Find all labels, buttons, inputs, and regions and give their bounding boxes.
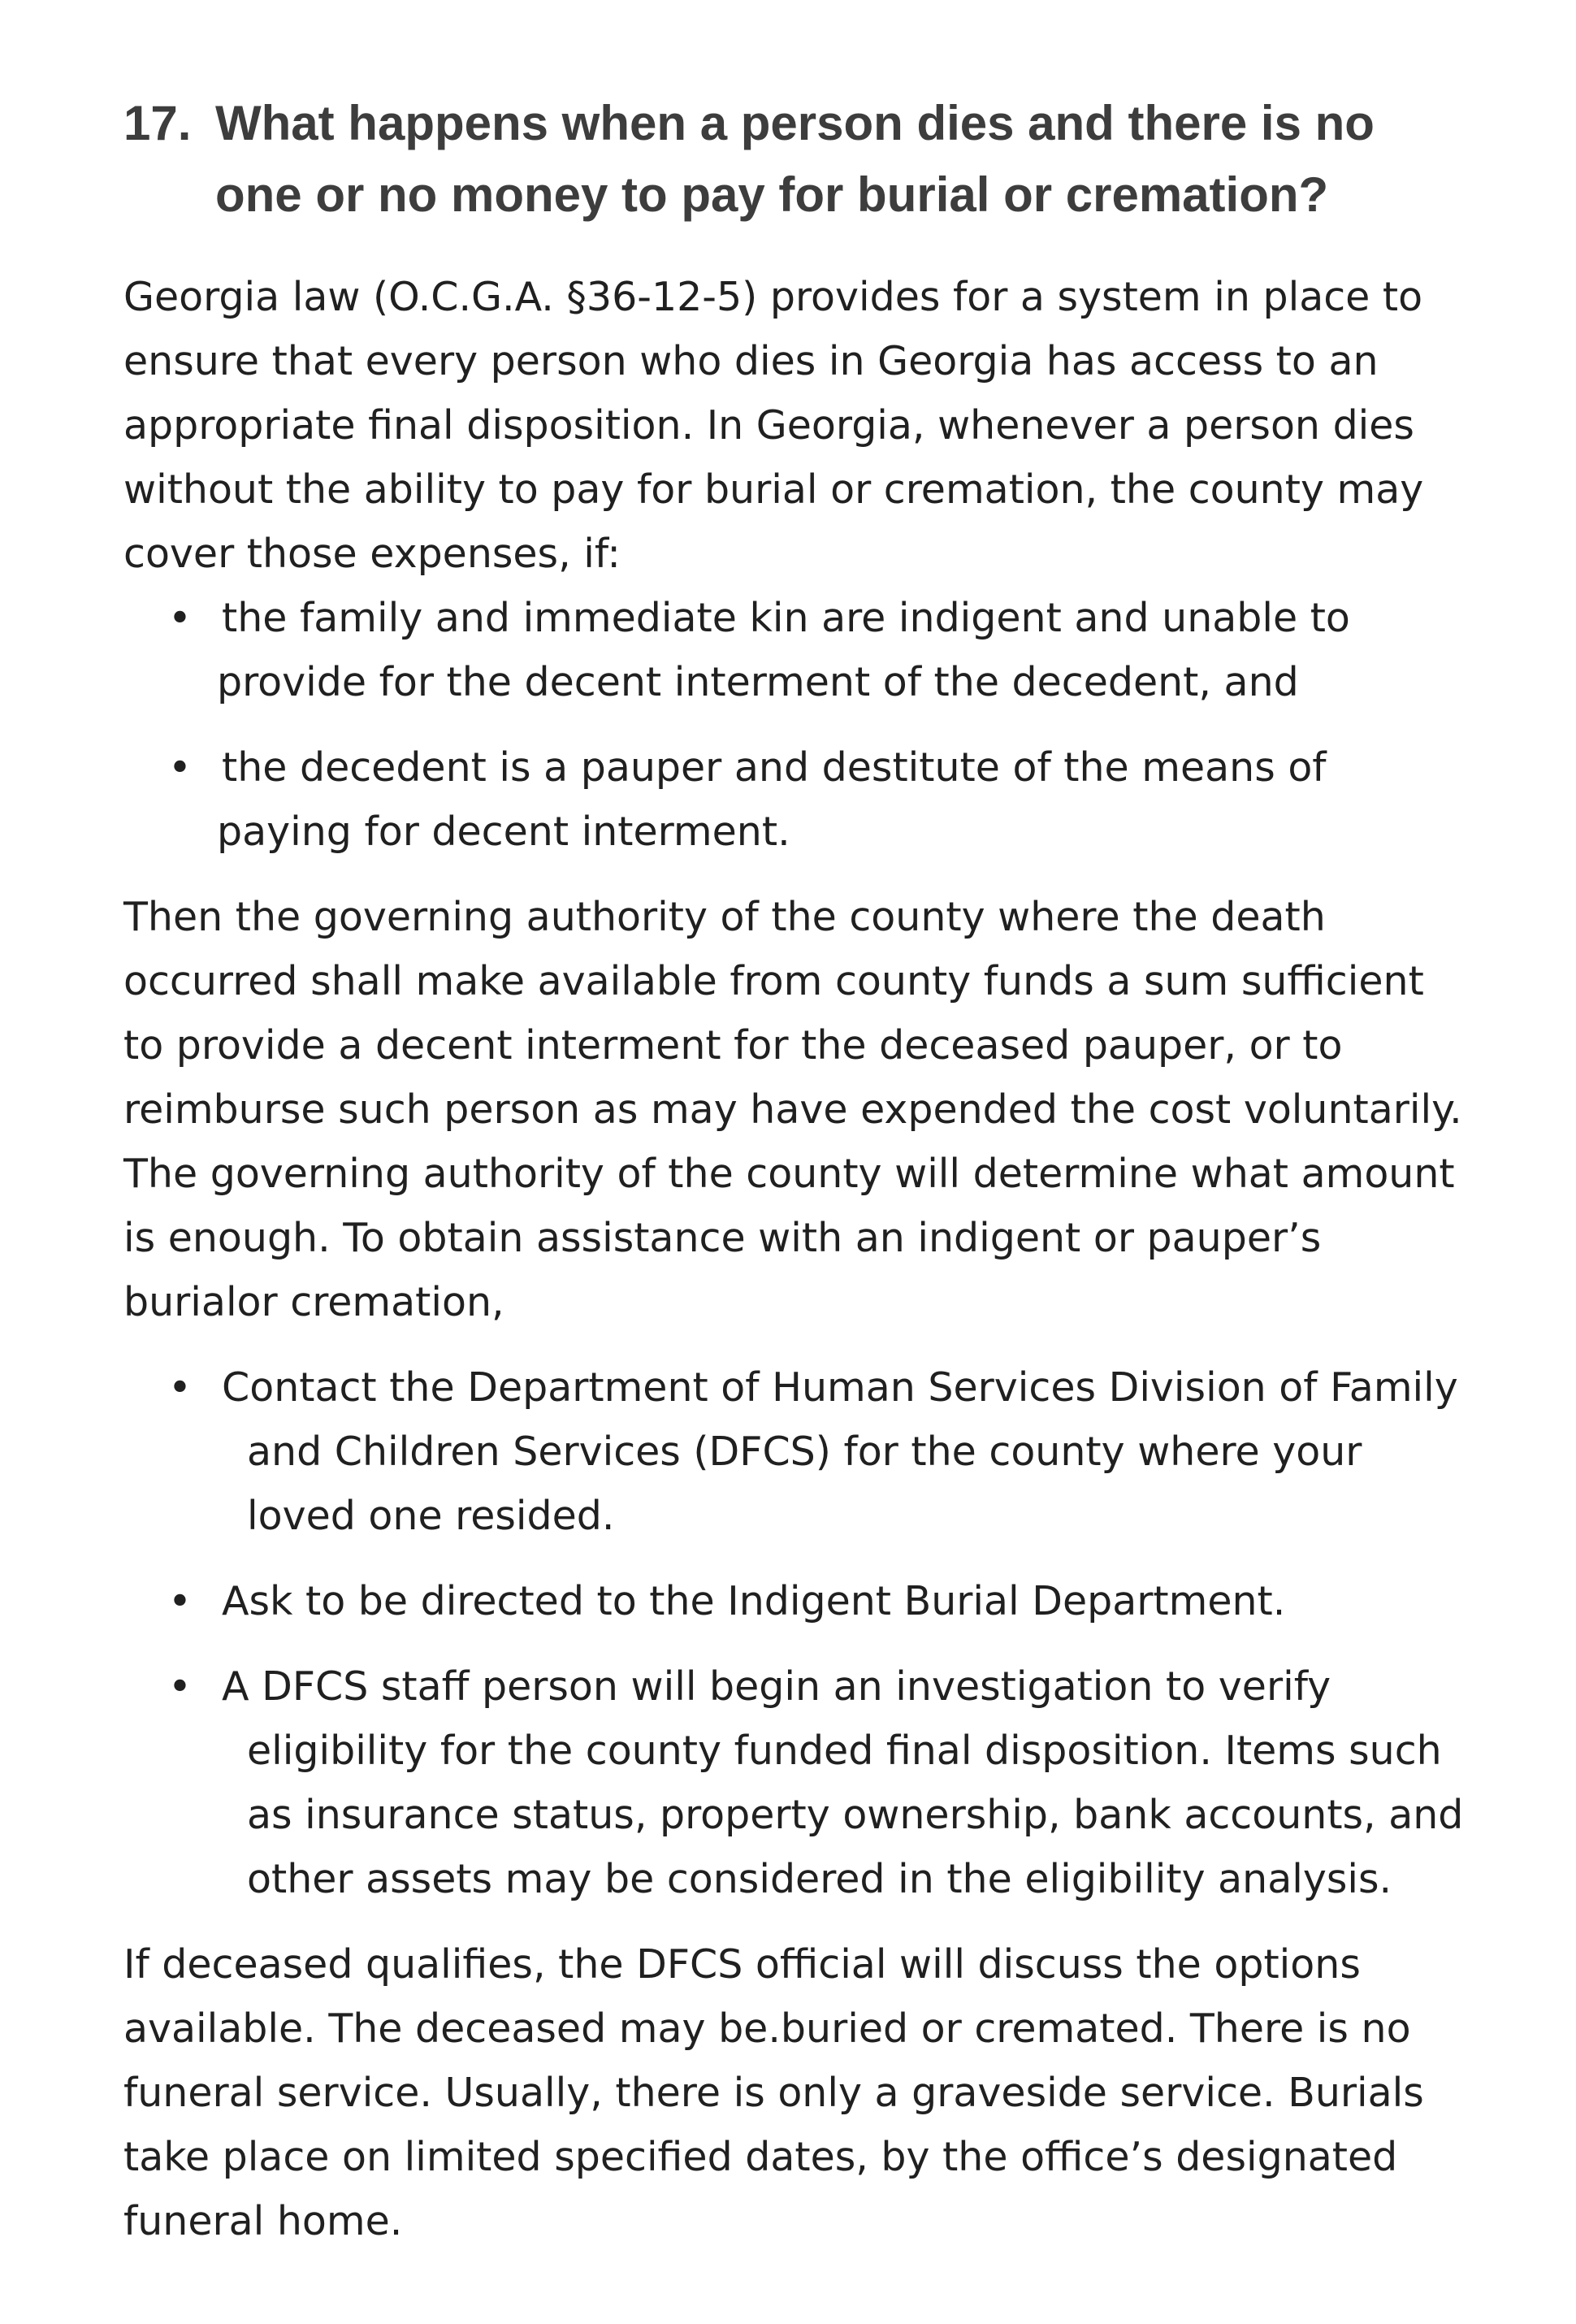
intro-paragraph: Georgia law (O.C.G.A. §36-12-5) provides for a system in place to ensure that every person who dies in Georgia has access to an appropriate final disposition. In Georgia, whenever a person dies without the ability to pay for burial or cremation, the county may cover those expenses, if: [123, 274, 1424, 577]
list-item [123, 1569, 1472, 1633]
list-item-first-line: Contact the Department of Human Services Division of [222, 1364, 1318, 1411]
list-item [123, 586, 1472, 714]
bullet-icon: • [168, 1663, 192, 1710]
list-item-first-line: the decedent is a pauper and destitute of the means of [222, 744, 1327, 791]
section-heading [123, 88, 1472, 231]
list-item [123, 1355, 1472, 1548]
bullet-icon: • [168, 1364, 192, 1411]
conditions-list [123, 586, 1472, 864]
steps-list [123, 1355, 1472, 1911]
closing-paragraph: If deceased qualifies, the DFCS official will discuss the options available. The deceased may be.buried or cremated. There is no funeral service. Usually, there is only a graveside service. Burials take place on limited specified dates, by the office’s designated funeral home. [123, 1941, 1424, 2244]
list-item-first-line: Ask to be directed to the Indigent Burial Department. [222, 1578, 1286, 1624]
list-item-continuation: provide for the decent interment of the decedent, and [217, 659, 1299, 705]
section-number: 17. [123, 96, 192, 150]
list-item-continuation: Family and Children Services (DFCS) for the county where your loved one resided. [247, 1364, 1458, 1539]
list-item [123, 735, 1472, 864]
list-item-continuation: eligibility for the county funded final disposition. Items such as insurance status, property ownership, bank accounts, and other assets may be considered in the eligibility analysis. [247, 1728, 1464, 1902]
section-title: What happens when a person dies and there is no one or no money to pay for burial or cremation? [215, 96, 1375, 222]
list-item-first-line: the family and immediate kin are indigent and unable to [222, 595, 1350, 641]
bullet-icon: • [168, 1578, 192, 1624]
list-item-first-line: A DFCS staff person will begin an investigation to verify [222, 1663, 1331, 1710]
list-item-continuation: paying for decent interment. [217, 809, 790, 855]
bullet-icon: • [168, 744, 192, 791]
bullet-icon: • [168, 595, 192, 641]
county-paragraph: Then the governing authority of the county where the death occurred shall make available from county funds a sum sufficient to provide a decent interment for the deceased pauper, or to reimburse such person as may have expended the cost voluntarily. The governing authority of the county will determine what amount is enough. To obtain assistance with an indigent or pauper’s burialor cremation, [123, 894, 1462, 1325]
document-page [123, 88, 1472, 2253]
list-item [123, 1654, 1472, 1911]
